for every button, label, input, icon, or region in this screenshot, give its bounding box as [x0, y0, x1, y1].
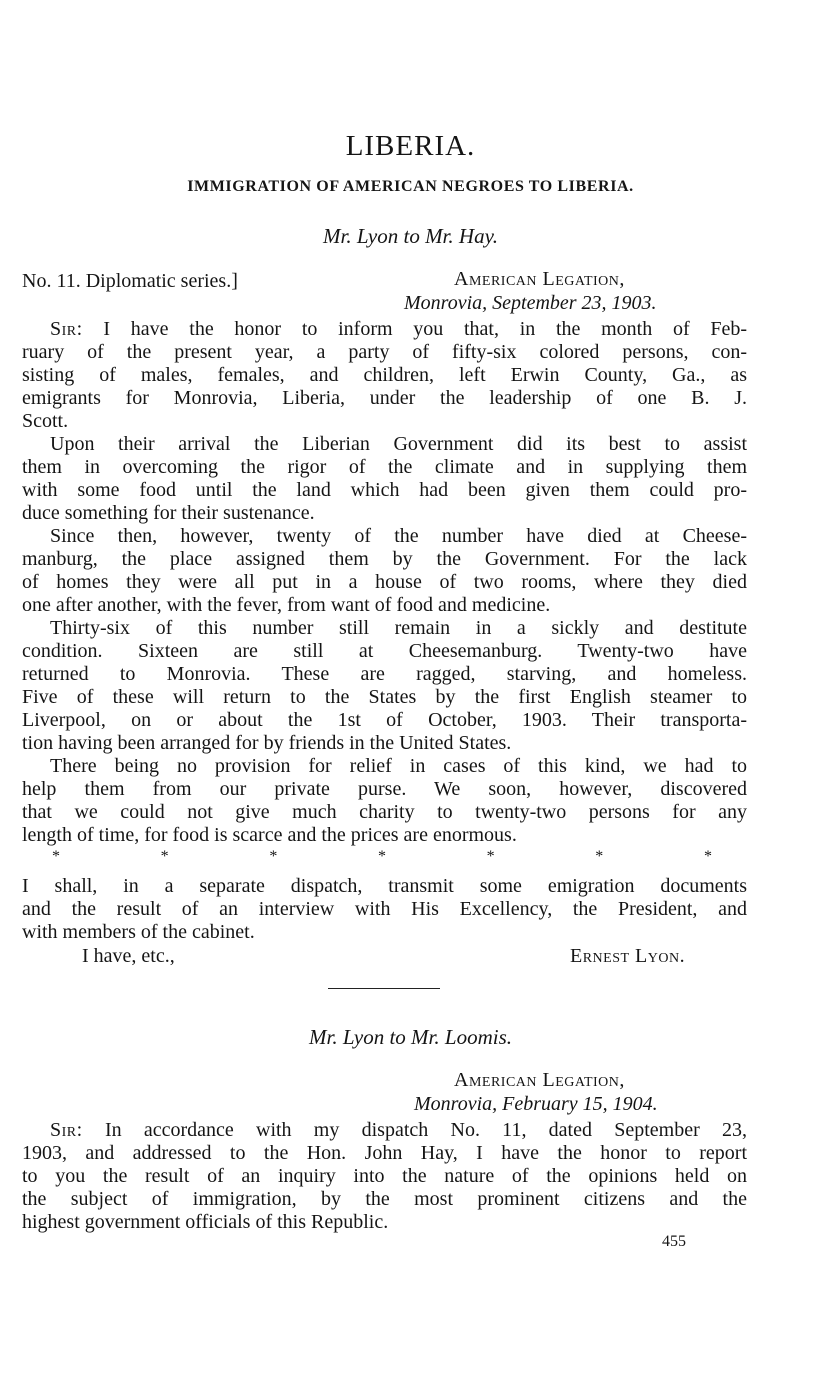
salutation: Sir: [50, 1119, 83, 1141]
letter2-paragraph [22, 1119, 747, 1234]
paragraph-line: I have the honor to inform you that, in the month of Feb- [103, 318, 748, 340]
letter1-legation: American Legation, [454, 268, 625, 290]
letter2-heading: Mr. Lyon to Mr. Loomis. [309, 1025, 512, 1049]
ellipsis-star: * [703, 848, 712, 865]
paragraph-line: tion having been arranged for by friends in the United States. [22, 732, 512, 754]
paragraph-line: manburg, the place assigned them by the Government. For the lack [22, 548, 747, 570]
letter1-closing: I have, etc., [82, 945, 175, 967]
ellipsis-star: * [377, 848, 386, 865]
paragraph-line: duce something for their sustenance. [22, 502, 315, 524]
paragraph-line: highest government officials of this Republic. [22, 1211, 389, 1233]
letter1-signature: Ernest Lyon. [570, 945, 686, 967]
letter2-legation: American Legation, [454, 1069, 625, 1091]
paragraph-line: them in overcoming the rigor of the climate and in supplying them [22, 456, 747, 478]
page-title: LIBERIA. [345, 130, 476, 162]
letter1-place-date: Monrovia, September 23, 1903. [404, 292, 657, 314]
paragraph-line: length of time, for food is scarce and the prices are enormous. [22, 824, 517, 846]
letter1-paragraph-4 [22, 617, 747, 755]
paragraph-line: Upon their arrival the Liberian Government did its best to assist [50, 433, 747, 455]
paragraph-line: and the result of an interview with His Excellency, the President, and [22, 898, 747, 920]
letter2-place-date: Monrovia, February 15, 1904. [414, 1093, 658, 1115]
letter1-paragraph-3 [22, 525, 747, 617]
paragraph-line: returned to Monrovia. These are ragged, starving, and homeless. [22, 663, 747, 685]
ellipsis-stars [52, 848, 712, 868]
ellipsis-star: * [269, 848, 278, 865]
paragraph-line: sisting of males, females, and children, left Erwin County, Ga., as [22, 364, 747, 386]
paragraph-line: Since then, however, twenty of the number have died at Cheese- [50, 525, 747, 547]
letter1-paragraph-1 [22, 318, 747, 433]
paragraph-line: with members of the cabinet. [22, 921, 255, 943]
ellipsis-star: * [52, 848, 60, 865]
paragraph-line: to you the result of an inquiry into the nature of the opinions held on [22, 1165, 747, 1187]
paragraph-line: Thirty-six of this number still remain in a sickly and destitute [50, 617, 747, 639]
letter1-paragraph-2 [22, 433, 747, 525]
letter1-paragraph-5 [22, 755, 747, 847]
paragraph-line: emigrants for Monrovia, Liberia, under the leadership of one B. J. [22, 387, 747, 409]
paragraph-line: Five of these will return to the States by the first English steamer to [22, 686, 747, 708]
paragraph-line: that we could not give much charity to twenty-two persons for any [22, 801, 747, 823]
paragraph-line: one after another, with the fever, from want of food and medicine. [22, 594, 551, 616]
paragraph-line: I shall, in a separate dispatch, transmit some emigration documents [22, 875, 747, 897]
letter1-closing-paragraph [22, 875, 747, 944]
paragraph-line: of homes they were all put in a house of two rooms, where they died [22, 571, 747, 593]
paragraph-line: Scott. [22, 410, 69, 432]
paragraph-line: help them from our private purse. We soon, however, discovered [22, 778, 747, 800]
paragraph-line: In accordance with my dispatch No. 11, dated September 23, [104, 1119, 748, 1141]
paragraph-line: with some food until the land which had been given them could pro- [22, 479, 747, 501]
ellipsis-star: * [595, 848, 604, 865]
dispatch-number: No. 11. Diplomatic series.] [22, 270, 238, 292]
letter1-heading: Mr. Lyon to Mr. Hay. [323, 224, 498, 248]
paragraph-line: 1903, and addressed to the Hon. John Hay, I have the honor to report [22, 1142, 747, 1164]
ellipsis-star: * [486, 848, 495, 865]
page-subtitle: IMMIGRATION OF AMERICAN NEGROES TO LIBERIA. [187, 178, 634, 195]
paragraph-line: There being no provision for relief in cases of this kind, we had to [50, 755, 747, 777]
paragraph-line: ruary of the present year, a party of fifty-six colored persons, con- [22, 341, 747, 363]
section-divider [328, 988, 440, 989]
ellipsis-star: * [160, 848, 169, 865]
page-number: 455 [662, 1233, 686, 1250]
paragraph-line: Liverpool, on or about the 1st of October, 1903. Their transporta- [22, 709, 747, 731]
paragraph-line: the subject of immigration, by the most prominent citizens and the [22, 1188, 747, 1210]
paragraph-line: condition. Sixteen are still at Cheesemanburg. Twenty-two have [22, 640, 747, 662]
salutation: Sir: [50, 318, 83, 340]
